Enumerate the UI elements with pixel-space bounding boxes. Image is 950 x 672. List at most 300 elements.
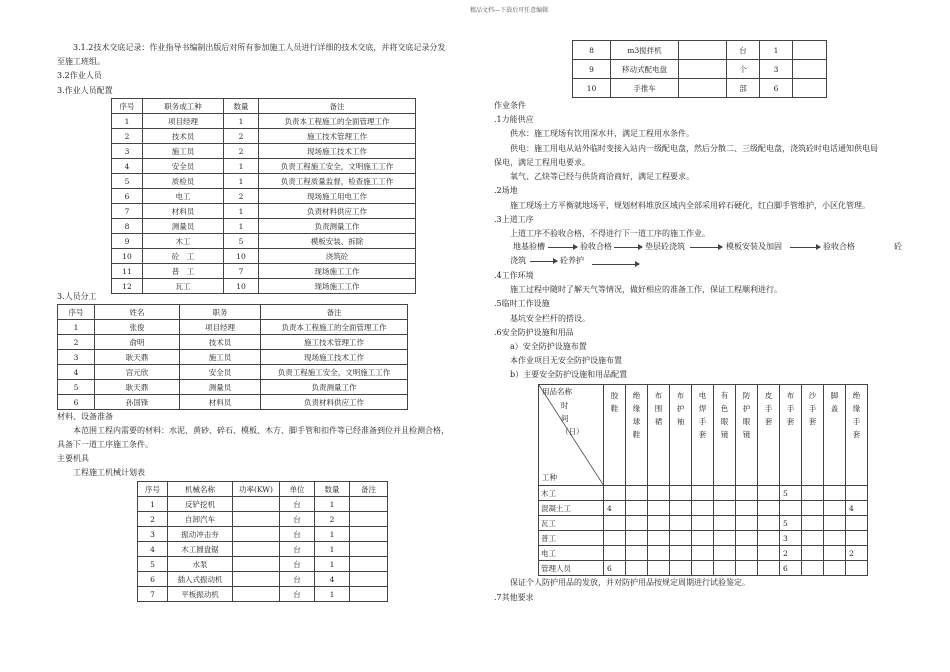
machinery-cell [350, 572, 388, 587]
division-cell: 1 [58, 320, 95, 335]
division-cell: 耿天鼎 [95, 350, 180, 365]
header-note: 精品文档---下载后可任意编辑 [470, 7, 549, 14]
machinery-cell: 木工圆盘锯 [168, 542, 233, 557]
machinery-cont-cell [793, 60, 827, 79]
machinery-cell: 1 [315, 587, 350, 602]
division-row [58, 350, 408, 365]
machinery-cell: 自卸汽车 [168, 512, 233, 527]
machinery-cont-cell: 部 [727, 79, 760, 98]
staff-cell: 1 [224, 159, 259, 174]
machinery-cell: 单位 [280, 482, 315, 497]
staff-cell: 负责本工程施工的全面管理工作 [259, 114, 416, 129]
machinery-cell: 台 [280, 557, 315, 572]
staff-cell: 3 [112, 144, 143, 159]
ppe-trade-cell: 混凝土工 [539, 501, 604, 516]
staff-cell: 5 [224, 234, 259, 249]
paragraph-safety-b: b）主要安全防护设施和用品配置 [510, 370, 628, 379]
ppe-value-cell [692, 531, 714, 546]
ppe-value-cell [824, 531, 846, 546]
ppe-column-header: 胶鞋 [604, 385, 626, 486]
ppe-value-cell [736, 516, 758, 531]
staff-cell: 10 [224, 279, 259, 294]
paragraph-site: 施工现场土方平衡就地场平，规划材料堆放区域内全部采用碎石硬化，红白脚手管维护，小区化管理。 [510, 201, 870, 210]
ppe-value-cell: 6 [604, 561, 626, 576]
ppe-value-cell [824, 501, 846, 516]
ppe-value-cell: 5 [780, 516, 802, 531]
staff-cell: 2 [224, 189, 259, 204]
division-cell: 张俊 [95, 320, 180, 335]
staff-cell: 1 [224, 114, 259, 129]
staff-cell: 现场施工工作 [259, 264, 416, 279]
staff-cell: 5 [112, 174, 143, 189]
ppe-value-cell [714, 531, 736, 546]
flow-arrow-4 [790, 247, 820, 248]
ppe-trade-cell: 管理人员 [539, 561, 604, 576]
ppe-column-header: 有色眼镜 [714, 385, 736, 486]
machinery-cell: 功率(KW) [233, 482, 280, 497]
ppe-value-cell [758, 516, 780, 531]
ppe-trade-cell: 普工 [539, 531, 604, 546]
machinery-cell: 5 [138, 557, 168, 572]
ppe-value-cell [758, 531, 780, 546]
machinery-cont-cell [679, 79, 727, 98]
division-cell: 技术员 [180, 335, 261, 350]
ppe-value-cell [670, 531, 692, 546]
ppe-value-cell: 2 [780, 546, 802, 561]
heading-environment: .4工作环境 [494, 271, 534, 280]
ppe-value-cell [758, 501, 780, 516]
ppe-column-header: 布手套 [780, 385, 802, 486]
machinery-cell [350, 587, 388, 602]
ppe-column-header: 布护袖 [670, 385, 692, 486]
staff-row [112, 159, 416, 174]
staff-cell: 施工员 [143, 144, 224, 159]
machinery-cont-cell: 手推车 [611, 79, 679, 98]
division-row [58, 380, 408, 395]
machinery-cont-cell: 移动式配电盘 [611, 60, 679, 79]
machinery-cell: 1 [315, 497, 350, 512]
staff-cell: 负责测量工作 [259, 219, 416, 234]
division-cell: 项目经理 [180, 320, 261, 335]
ppe-value-cell [626, 501, 648, 516]
staff-cell: 职务或工种 [143, 99, 224, 114]
staff-cell: 瓦工 [143, 279, 224, 294]
ppe-corner-cell [539, 385, 604, 486]
machinery-cont-row [573, 60, 827, 79]
division-cell: 宫元欣 [95, 365, 180, 380]
machinery-cell: 2 [138, 512, 168, 527]
flow-step-6: 砼 [894, 242, 902, 251]
machinery-cont-cell: m3搅拌机 [611, 41, 679, 60]
machinery-cont-cell: 8 [573, 41, 611, 60]
paragraph-temp-facilities: 基坑安全栏杆的搭设。 [510, 314, 590, 323]
ppe-value-cell [802, 561, 824, 576]
division-cell: 职务 [180, 305, 261, 320]
machinery-cont-cell [793, 79, 827, 98]
ppe-row [539, 486, 868, 501]
machinery-table-continued [572, 40, 827, 98]
staff-cell: 2 [224, 129, 259, 144]
machinery-cell: 2 [315, 512, 350, 527]
ppe-value-cell [758, 546, 780, 561]
paragraph-power-cont: 保电，满足工程用电要求。 [494, 158, 590, 167]
ppe-value-cell [692, 516, 714, 531]
ppe-table [538, 384, 868, 576]
ppe-column-header: 绝缘手套 [846, 385, 868, 486]
machinery-cell: 序号 [138, 482, 168, 497]
ppe-value-cell: 5 [780, 486, 802, 501]
staff-cell: 4 [112, 159, 143, 174]
ppe-column-header: 脚盖 [824, 385, 846, 486]
ppe-value-cell [692, 486, 714, 501]
flow-step-2: 验收合格 [580, 242, 612, 251]
division-cell: 5 [58, 380, 95, 395]
flow-step-3: 垫层砼浇筑 [645, 242, 685, 251]
heading-temp-facilities: .5临时工作设施 [494, 299, 550, 308]
ppe-corner-top: 用品名称 [542, 387, 572, 396]
staff-cell: 模板安装、拆除 [259, 234, 416, 249]
machinery-table-title: 工程施工机械计划表 [73, 468, 145, 477]
ppe-value-cell [846, 486, 868, 501]
staff-cell: 1 [112, 114, 143, 129]
ppe-value-cell: 4 [604, 501, 626, 516]
ppe-value-cell [670, 486, 692, 501]
ppe-value-cell [780, 501, 802, 516]
flow-step-6-cont: 浇筑 [510, 256, 526, 265]
ppe-column-header: 沙手套 [802, 385, 824, 486]
staff-row [112, 144, 416, 159]
machinery-cell [350, 512, 388, 527]
machinery-cont-cell: 3 [760, 60, 793, 79]
division-cell: 负责本工程施工的全面管理工作 [261, 320, 408, 335]
machinery-cell [350, 557, 388, 572]
machinery-table [137, 481, 388, 602]
machinery-cell: 台 [280, 587, 315, 602]
staff-cell: 9 [112, 234, 143, 249]
paragraph-ppe-note: 保证个人防护用品的发放，并对防护用品按规定周期进行试验鉴定。 [510, 578, 750, 587]
ppe-value-cell [802, 516, 824, 531]
ppe-value-cell [626, 516, 648, 531]
ppe-value-cell: 6 [780, 561, 802, 576]
ppe-value-cell [604, 516, 626, 531]
staff-row [112, 249, 416, 264]
division-cell: 负责材料供应工作 [261, 395, 408, 410]
staff-cell: 普 工 [143, 264, 224, 279]
ppe-value-cell [692, 561, 714, 576]
staff-cell: 7 [112, 204, 143, 219]
ppe-trade-cell: 木工 [539, 486, 604, 501]
division-cell: 3 [58, 350, 95, 365]
staff-row [112, 189, 416, 204]
staff-row [112, 279, 416, 294]
heading-other: .7其他要求 [494, 593, 534, 602]
heading-division: 3.人员分工 [57, 292, 97, 301]
machinery-cell: 平板振动机 [168, 587, 233, 602]
staff-cell: 浇筑砼 [259, 249, 416, 264]
division-row [58, 335, 408, 350]
staff-row [112, 114, 416, 129]
machinery-row [138, 587, 388, 602]
ppe-value-cell [802, 546, 824, 561]
ppe-trade-cell: 电工 [539, 546, 604, 561]
staff-cell: 7 [224, 264, 259, 279]
staff-cell: 电工 [143, 189, 224, 204]
ppe-value-cell [648, 531, 670, 546]
ppe-value-cell: 3 [780, 531, 802, 546]
ppe-value-cell [824, 546, 846, 561]
staff-cell: 10 [224, 249, 259, 264]
machinery-cell: 1 [138, 497, 168, 512]
ppe-value-cell [670, 546, 692, 561]
machinery-row [138, 497, 388, 512]
ppe-value-cell [692, 546, 714, 561]
division-cell: 耿天鼎 [95, 380, 180, 395]
machinery-cell [233, 572, 280, 587]
paragraph-tech-disclosure: 3.1.2技术交底记录：作业指导书编制出版后对所有参加施工人员进行详细的技术交底，并将交底记录分发 [73, 43, 446, 52]
machinery-cell: 机械名称 [168, 482, 233, 497]
paragraph-materials: 本范围工程内需要的材料：水泥、黄砂、碎石、模板、木方、脚手管和扣件等已经准备到位并且检测合格， [73, 426, 449, 435]
staff-cell: 1 [224, 204, 259, 219]
staff-cell: 安全员 [143, 159, 224, 174]
staff-cell: 测量员 [143, 219, 224, 234]
division-cell: 负责测量工作 [261, 380, 408, 395]
staff-cell: 现场施工技术工作 [259, 144, 416, 159]
machinery-cell: 台 [280, 527, 315, 542]
machinery-row [138, 572, 388, 587]
staff-row [112, 129, 416, 144]
heading-prev-process: .3上道工序 [494, 215, 534, 224]
staff-row [112, 174, 416, 189]
paragraph-safety-a2: 本作业项目无安全防护设施布置 [510, 356, 622, 365]
division-cell: 2 [58, 335, 95, 350]
heading-materials: 材料、设备准备 [57, 412, 113, 421]
division-table [57, 304, 408, 410]
staff-cell: 备注 [259, 99, 416, 114]
ppe-value-cell [648, 486, 670, 501]
division-cell: 俞明 [95, 335, 180, 350]
machinery-cont-row [573, 79, 827, 98]
ppe-value-cell [802, 486, 824, 501]
machinery-row [138, 557, 388, 572]
staff-cell: 数量 [224, 99, 259, 114]
machinery-header-row [138, 482, 388, 497]
machinery-cell: 4 [138, 542, 168, 557]
ppe-corner-bottom: 工种 [542, 473, 557, 482]
staff-cell: 技术员 [143, 129, 224, 144]
ppe-value-cell [846, 561, 868, 576]
division-cell: 孙国锋 [95, 395, 180, 410]
machinery-cont-cell [793, 41, 827, 60]
machinery-cell [350, 527, 388, 542]
staff-header-row [112, 99, 416, 114]
paragraph-water: 供水：施工现场有饮用深水井，满足工程用水条件。 [510, 129, 694, 138]
staff-row [112, 219, 416, 234]
staff-cell: 负责工程施工安全，文明施工工作 [259, 159, 416, 174]
staff-cell: 项目经理 [143, 114, 224, 129]
ppe-value-cell [692, 501, 714, 516]
machinery-cell: 振动冲击夯 [168, 527, 233, 542]
division-cell: 测量员 [180, 380, 261, 395]
division-row [58, 320, 408, 335]
ppe-value-cell [736, 486, 758, 501]
flow-step-7: 砼养护 [560, 256, 584, 265]
machinery-cont-cell: 台 [727, 41, 760, 60]
ppe-value-cell [824, 516, 846, 531]
ppe-row [539, 561, 868, 576]
staff-row [112, 234, 416, 249]
heading-machinery: 主要机具 [57, 454, 89, 463]
heading-3-2: 3.2作业人员 [57, 71, 102, 80]
machinery-cell [233, 542, 280, 557]
machinery-cell: 插入式振动机 [168, 572, 233, 587]
heading-work-conditions: 作业条件 [494, 101, 526, 110]
machinery-cell [233, 587, 280, 602]
division-cell: 施工技术管理工作 [261, 335, 408, 350]
ppe-value-cell: 2 [846, 546, 868, 561]
machinery-cont-cell [679, 41, 727, 60]
ppe-value-cell [736, 546, 758, 561]
staff-cell: 砼 工 [143, 249, 224, 264]
machinery-cell: 台 [280, 512, 315, 527]
flow-arrow-1 [548, 247, 577, 248]
division-cell: 备注 [261, 305, 408, 320]
ppe-value-cell [648, 546, 670, 561]
machinery-cont-cell: 个 [727, 60, 760, 79]
ppe-value-cell [802, 501, 824, 516]
ppe-value-cell [626, 546, 648, 561]
staff-cell: 12 [112, 279, 143, 294]
ppe-value-cell [714, 561, 736, 576]
machinery-cont-cell: 1 [760, 41, 793, 60]
machinery-cell: 1 [315, 527, 350, 542]
machinery-cell: 3 [138, 527, 168, 542]
machinery-row [138, 542, 388, 557]
ppe-column-header: 防护眼镜 [736, 385, 758, 486]
staff-cell: 质检员 [143, 174, 224, 189]
machinery-cell [350, 497, 388, 512]
staff-cell: 负责工程质量监督，检查施工工作 [259, 174, 416, 189]
staff-cell: 1 [224, 219, 259, 234]
paragraph-gas: 氧气、乙炔等已经与供货商洽商好，满足工程要求。 [510, 172, 694, 181]
ppe-value-cell [604, 531, 626, 546]
machinery-cell: 反铲挖机 [168, 497, 233, 512]
machinery-cell: 7 [138, 587, 168, 602]
staff-cell: 现场施工用电工作 [259, 189, 416, 204]
staff-cell: 2 [112, 129, 143, 144]
ppe-value-cell [714, 501, 736, 516]
ppe-row [539, 531, 868, 546]
division-header-row [58, 305, 408, 320]
machinery-cell: 备注 [350, 482, 388, 497]
heading-power-supply: .1力能供应 [494, 115, 534, 124]
machinery-cell: 1 [315, 557, 350, 572]
machinery-cell [233, 497, 280, 512]
ppe-value-cell [670, 561, 692, 576]
machinery-cell [233, 557, 280, 572]
ppe-value-cell: 4 [846, 501, 868, 516]
staff-cell: 负责材料供应工作 [259, 204, 416, 219]
machinery-cont-row [573, 41, 827, 60]
staff-cell: 施工技术管理工作 [259, 129, 416, 144]
ppe-value-cell [714, 546, 736, 561]
division-cell: 6 [58, 395, 95, 410]
flow-arrow-3 [690, 247, 722, 248]
flow-arrow-6 [592, 264, 639, 265]
staff-cell: 11 [112, 264, 143, 279]
staff-config-table [111, 98, 416, 294]
heading-site: .2场地 [494, 186, 518, 195]
ppe-corner-mid: 时间（日） [561, 401, 584, 436]
machinery-row [138, 512, 388, 527]
staff-cell: 木工 [143, 234, 224, 249]
ppe-value-cell [648, 501, 670, 516]
division-cell: 材料员 [180, 395, 261, 410]
flow-arrow-2 [614, 247, 642, 248]
machinery-cell: 1 [315, 542, 350, 557]
ppe-value-cell [758, 561, 780, 576]
ppe-row [539, 546, 868, 561]
machinery-cont-cell: 10 [573, 79, 611, 98]
ppe-value-cell [626, 486, 648, 501]
machinery-cell [350, 542, 388, 557]
paragraph-prev-process: 上道工序不验收合格，不得进行下一道工序的施工作业。 [510, 229, 710, 238]
division-cell: 姓名 [95, 305, 180, 320]
machinery-cont-cell: 6 [760, 79, 793, 98]
division-row [58, 365, 408, 380]
machinery-cell: 数量 [315, 482, 350, 497]
ppe-column-header: 皮手套 [758, 385, 780, 486]
staff-row [112, 204, 416, 219]
ppe-value-cell [758, 486, 780, 501]
division-cell: 安全员 [180, 365, 261, 380]
machinery-cell: 水泵 [168, 557, 233, 572]
ppe-value-cell [648, 561, 670, 576]
ppe-row [539, 501, 868, 516]
paragraph-environment: 施工过程中随时了解天气等情况，做好相应的准备工作，保证工程顺利进行。 [510, 285, 782, 294]
flow-step-1: 地基验槽 [513, 242, 545, 251]
paragraph-tech-disclosure-cont: 至施工班组。 [57, 57, 105, 66]
staff-cell: 2 [224, 144, 259, 159]
machinery-cell: 台 [280, 542, 315, 557]
heading-safety: .6安全防护设施和用品 [494, 328, 574, 337]
ppe-value-cell [604, 486, 626, 501]
flow-arrow-5 [530, 261, 557, 262]
division-cell: 现场施工技术工作 [261, 350, 408, 365]
ppe-value-cell [824, 486, 846, 501]
flow-step-4: 模板安装及加固 [726, 242, 782, 251]
heading-staff-config: 3.作业人员配置 [57, 86, 113, 95]
ppe-value-cell [736, 531, 758, 546]
paragraph-power: 供电：施工用电从站外临时变接入站内一级配电盘，然后分散二、三级配电盘，浇筑砼时电话通知供电局 [510, 144, 878, 153]
ppe-column-header: 绝缘球鞋 [626, 385, 648, 486]
ppe-value-cell [802, 531, 824, 546]
division-cell: 负责工程施工安全，文明施工工作 [261, 365, 408, 380]
staff-cell: 1 [224, 174, 259, 189]
ppe-value-cell [736, 501, 758, 516]
machinery-row [138, 527, 388, 542]
staff-cell: 8 [112, 219, 143, 234]
machinery-cell [233, 512, 280, 527]
staff-row [112, 264, 416, 279]
staff-cell: 现场施工工作 [259, 279, 416, 294]
machinery-cell: 6 [138, 572, 168, 587]
machinery-cell [233, 527, 280, 542]
division-cell: 4 [58, 365, 95, 380]
division-row [58, 395, 408, 410]
ppe-value-cell [626, 561, 648, 576]
ppe-column-header: 电焊手套 [692, 385, 714, 486]
ppe-column-header: 布围裙 [648, 385, 670, 486]
